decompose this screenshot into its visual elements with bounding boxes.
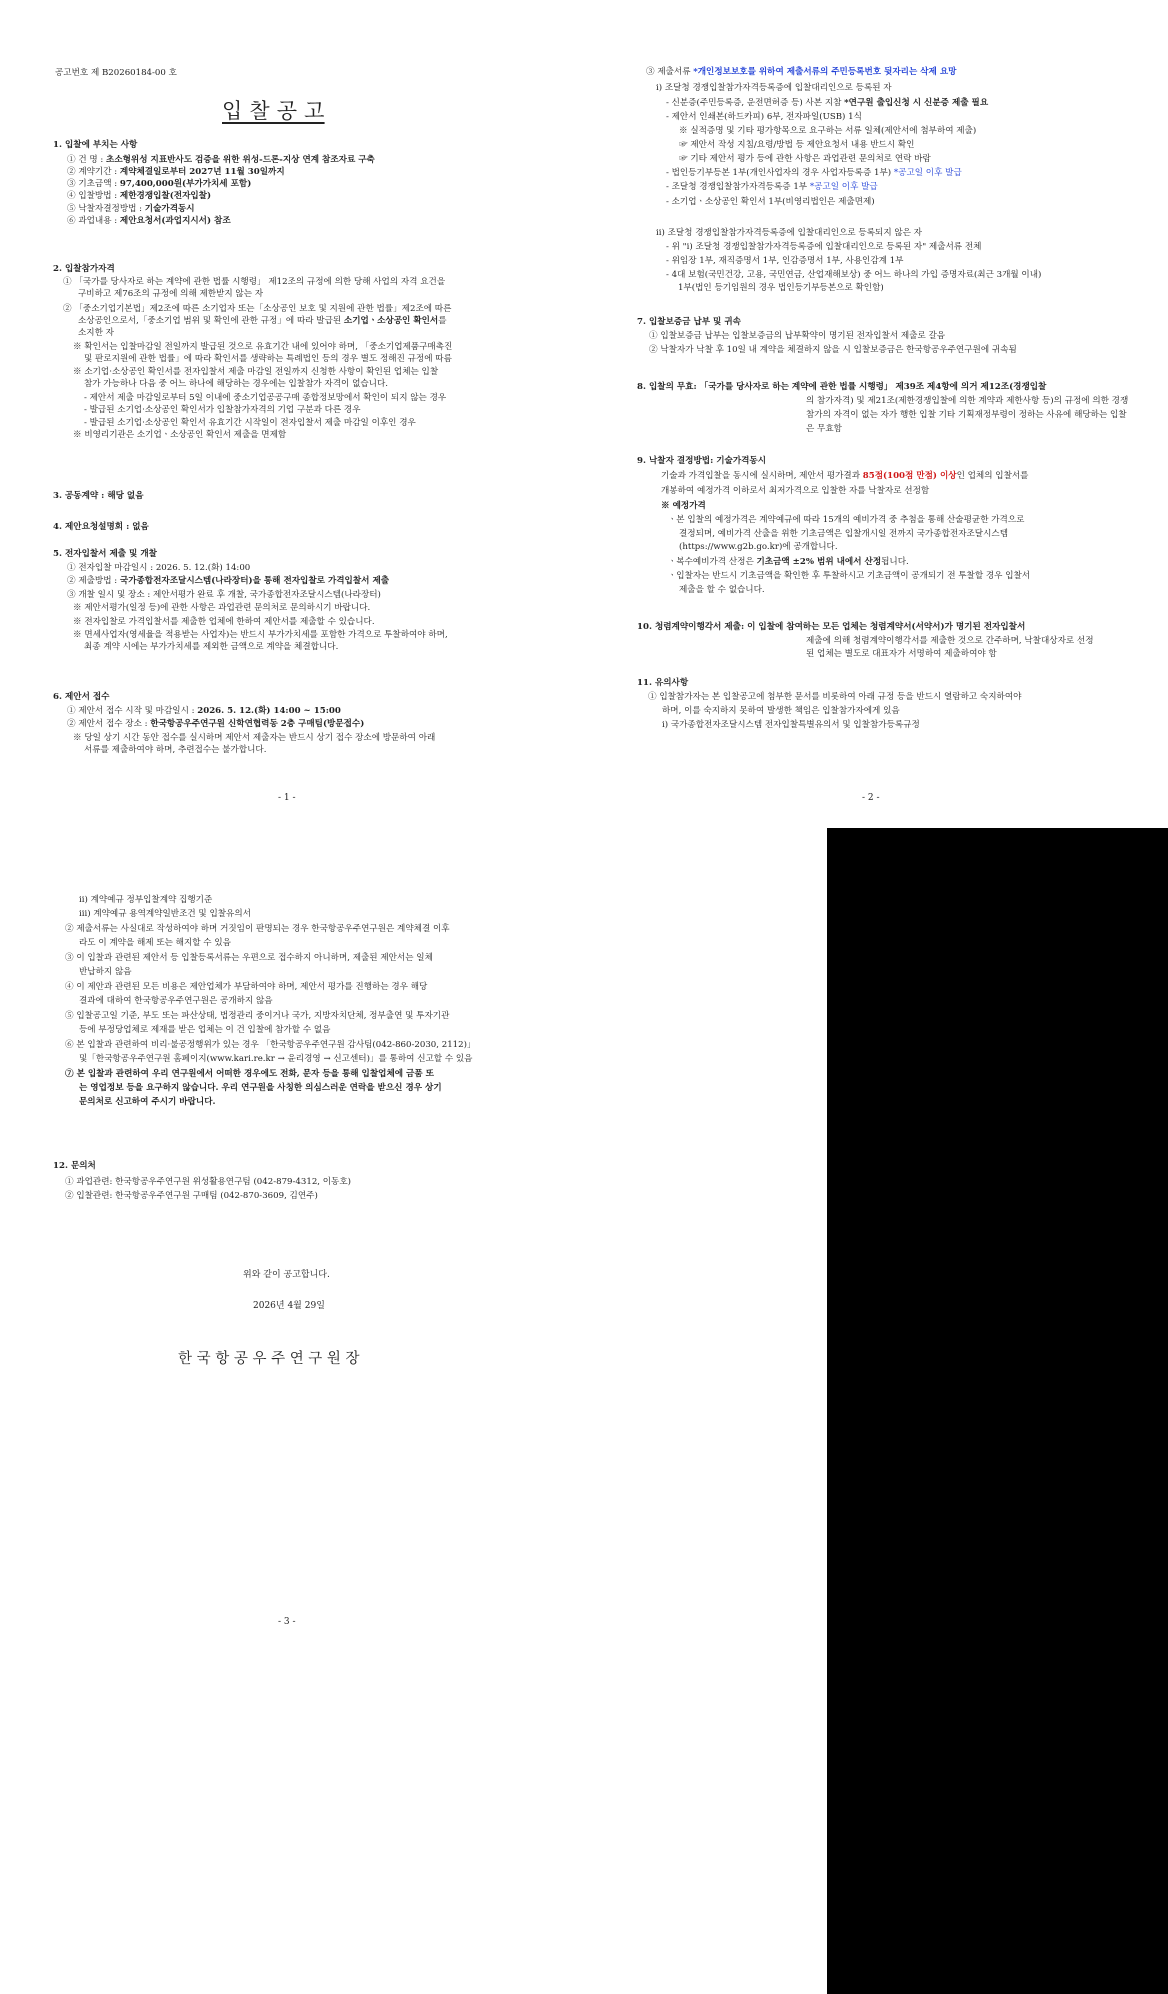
line-text: ② 낙찰자가 낙찰 후 10일 내 계약을 체결하지 않을 시 입찰보증금은 한국항공우주연구원에 귀속됨 (649, 345, 1017, 355)
text-line-6 (679, 140, 914, 151)
text-line-3 (67, 167, 285, 178)
text-line-8 (79, 996, 273, 1007)
line-text: ③ 기초금액 : (67, 179, 120, 189)
line-text: 참가 가능하나 다음 중 어느 하나에 해당하는 경우에는 입찰참가 자격이 없습니다. (84, 379, 389, 389)
line-text: 결정되며, 예비가격 산출을 위한 기초금액은 입찰개시일 전까지 국가종합전자조달시스템 (679, 529, 1009, 539)
line-text: 3. 공동계약 : 해당 없음 (53, 491, 144, 501)
line-text: ※ 예정가격 (661, 501, 706, 511)
text-line-13 (666, 256, 903, 267)
text-line-15 (678, 283, 884, 294)
page-number: - 1 - (278, 793, 296, 803)
text-line-1 (79, 895, 212, 906)
section-heading (53, 264, 115, 275)
text-line-31 (668, 571, 1030, 582)
line-text: - 소기업ㆍ소상공인 확인서 1부(비영리법인은 제출면제) (666, 197, 875, 207)
text-line-11 (63, 304, 451, 315)
line-text: 된 업체는 별도로 대표자가 서명하여 제출하여야 함 (806, 649, 997, 659)
text-line-6 (67, 204, 195, 215)
section-heading (637, 317, 741, 328)
section-heading (661, 501, 706, 512)
line-text: 문의처로 신고하여 주시기 바랍니다. (79, 1097, 216, 1107)
emphasized-text: *공고일 이후 발급 (809, 182, 878, 192)
text-line-12 (79, 1054, 472, 1065)
line-text: ③ 이 입찰과 관련된 제안서 등 입찰등록서류는 우편으로 접수하지 아니하며, 제출된 제안서는 일체 (65, 953, 433, 963)
line-text: ⅱ) 조달청 경쟁입찰참가자격등록증에 입찰대리인으로 등록되지 않은 자 (656, 228, 922, 238)
section-heading (53, 1161, 96, 1172)
line-text: ② 제출서류는 사실대로 작성하여야 하며 거짓임이 판명되는 경우 한국항공우주연구원은 계약체결 이후 (65, 924, 450, 934)
text-line-25 (67, 563, 250, 574)
line-text: 2. 입찰참가자격 (53, 264, 115, 274)
text-line-34 (806, 636, 1094, 647)
page-number: - 2 - (862, 793, 880, 803)
line-text: - 법인등기부등본 1부(개인사업자의 경우 사업자등록증 1부) (666, 168, 894, 178)
section-heading (65, 1069, 434, 1080)
document-page-3 (0, 828, 584, 1994)
text-line-24 (661, 471, 1028, 482)
text-line-34 (67, 719, 364, 730)
section-heading (637, 456, 766, 467)
section-heading (53, 549, 157, 560)
emphasized-text: 한국항공우주연구원 신학연협력동 2층 구매팀(방문접수) (150, 719, 365, 729)
text-line-17 (84, 379, 388, 390)
line-text: ⑥ 본 입찰과 관련하여 비리·불공정행위가 있는 경우 「한국항공우주연구원 감사팀(042-860-2030, 2112)」 (65, 1040, 476, 1050)
line-text: ⑥ 과업내용 : (67, 216, 120, 226)
line-text: ㆍ복수예비가격 산정은 (668, 557, 757, 567)
text-line-37 (648, 692, 1021, 703)
text-line-3 (666, 98, 988, 109)
emphasized-text: 85점(100점 만점) 이상 (862, 471, 957, 481)
document-page-1 (0, 0, 584, 828)
line-text: 하며, 이를 숙지하지 못하여 발생한 책임은 입찰참가자에게 있음 (662, 706, 900, 716)
notice-number: 공고번호 제 B20260184-00 호 (55, 68, 177, 78)
line-text: 및「한국항공우주연구원 홈페이지(www.kari.re.kr → 윤리경영 → 신고센터)」를 통하여 신고할 수 있음 (79, 1054, 473, 1064)
line-text: ⑤ 낙찰자결정방법 : (67, 204, 145, 214)
line-text: ① 입찰보증금 납부는 입찰보증금의 납부확약이 명기된 전자입찰서 제출로 갈음 (649, 331, 946, 341)
line-text: 서류를 제출하여야 하며, 추련접수는 불가합니다. (84, 745, 267, 755)
line-text: 1부(법인 등기임원의 경우 법인등기부등본으로 확인함) (678, 283, 884, 293)
line-text: ① 「국가를 당사자로 하는 계약에 관한 법률 시행령」 제12조의 규정에 의한 당해 사업의 자격 요건을 (63, 277, 446, 287)
line-text: 는 영업정보 등을 요구하지 않습니다. 우리 연구원을 사칭한 의심스러운 연락을 받으신 경우 상기 (79, 1083, 442, 1093)
text-line-7 (65, 982, 427, 993)
line-text: 은 무효함 (806, 424, 842, 434)
text-line-21 (73, 430, 286, 441)
line-text: ㆍ본 입찰의 예정가격은 계약예규에 따라 15개의 예비가격 중 추첨을 통해 산술평균한 가격으로 (668, 515, 1025, 525)
text-line-27 (67, 590, 381, 601)
text-line-17 (649, 331, 945, 342)
line-text: ⅰ) 국가종합전자조달시스템 전자입찰특별유의서 및 입찰참가등록규정 (662, 720, 920, 730)
text-line-11 (65, 1040, 476, 1051)
text-line-26 (67, 576, 389, 587)
text-line-28 (679, 529, 1008, 540)
line-text: ② 제안서 접수 장소 : (67, 719, 151, 729)
text-line-12 (666, 242, 981, 253)
line-text: - 제안서 인쇄본(하드카피) 6부, 전자파일(USB) 1식 (666, 112, 862, 122)
emphasized-text: 제안요청서(과업지시서) 참조 (119, 216, 231, 226)
text-line-4 (666, 112, 862, 123)
text-line-16 (73, 367, 438, 378)
line-text: 1. 입찰에 부치는 사항 (53, 140, 138, 150)
emphasized-text: *개인정보보호를 위하여 제출서류의 주민등록번호 뒷자리는 삭제 요망 (693, 67, 957, 77)
line-text: ① 전자입찰 마감일시 : 2026. 5. 12.(화) 14:00 (67, 563, 251, 573)
emphasized-text: 「국가를 당사자로 하는 계약에 관한 법률 시행령」 제39조 제4항에 의거 제12조(경쟁입찰 (699, 382, 1047, 392)
text-line-38 (662, 706, 900, 717)
page-number: - 3 - (278, 1617, 296, 1627)
line-text: 11. 유의사항 (637, 678, 689, 688)
text-line-10 (79, 1025, 330, 1036)
text-line-18 (65, 1191, 318, 1202)
line-text: 소상공인으로서,「중소기업 범위 및 확인에 관한 규정」에 따라 발급된 (78, 316, 344, 326)
text-line-9 (65, 1011, 449, 1022)
emphasized-text: 이 입찰에 참여하는 모든 업체는 청렴계약서(서약서)가 명기된 전자입찰서 (747, 622, 1026, 632)
text-line-19 (84, 405, 361, 416)
text-line-30 (73, 630, 448, 641)
line-text: ※ 전자입찰로 가격입찰서를 제출한 업체에 한하여 제안서를 제출할 수 있습니다. (73, 617, 375, 627)
line-text: 개봉하여 예정가격 이하로서 최저가격으로 입찰한 자를 낙찰자로 선정함 (661, 486, 930, 496)
line-text: 소지한 자 (78, 328, 114, 338)
emphasized-text: *공고일 이후 발급 (893, 168, 962, 178)
line-text: 제출에 의해 청렴계약이행각서를 제출한 것으로 간주하며, 낙찰대상자로 선정 (806, 636, 1094, 646)
text-line-8 (666, 168, 962, 179)
text-line-4 (79, 938, 231, 949)
section-heading (637, 622, 1025, 633)
line-text: 제출을 할 수 없습니다. (679, 585, 765, 595)
text-line-29 (679, 542, 838, 553)
text-line-14 (73, 342, 452, 353)
line-text: ③ 제출서류 (646, 67, 694, 77)
section-heading (637, 382, 1046, 393)
text-line-5 (65, 953, 433, 964)
text-line-10 (78, 289, 263, 300)
line-text: ④ 이 제안과 관련된 모든 비용은 제안업체가 부담하여야 하며, 제안서 평가를 진행하는 경우 해당 (65, 982, 428, 992)
line-text: ② 계약기간 : (67, 167, 120, 177)
line-text: ☞ 제안서 작성 지침/요령/방법 등 제안요청서 내용 반드시 확인 (679, 140, 915, 150)
line-text: ⅱ) 계약예규 정부입찰계약 집행기준 (79, 895, 213, 905)
line-text: ④ 입찰방법 : (67, 191, 120, 201)
line-text: ⅲ) 계약예규 용역계약일반조건 및 입찰유의서 (79, 909, 251, 919)
line-text: ① 입찰참가자는 본 입찰공고에 첨부한 문서를 비롯하여 아래 규정 등을 반드시 열람하고 숙지하여야 (648, 692, 1022, 702)
line-text: 10. 청렴계약이행각서 제출: (637, 622, 748, 632)
line-text: ② 제출방법 : (67, 576, 120, 586)
line-text-end: 됩니다. (881, 557, 909, 567)
line-text: - 4대 보험(국민건강, 고용, 국민연금, 산업재해보상) 중 어느 하나의 가입 증명자료(최근 3개월 이내) (666, 270, 1042, 280)
text-line-35 (806, 649, 997, 660)
line-text: 구비하고 제76조의 규정에 의해 제한받지 않는 자 (78, 289, 264, 299)
emphasized-text: 2026. 5. 12.(화) 14:00 ~ 15:00 (197, 706, 341, 716)
emphasized-text: 계약체결일로부터 2027년 11월 30일까지 (119, 167, 285, 177)
line-text: 5. 전자입찰서 제출 및 개찰 (53, 549, 157, 559)
line-text: - 조달청 경쟁입찰참가자격등록증 1부 (666, 182, 810, 192)
line-text: 7. 입찰보증금 납부 및 귀속 (637, 317, 741, 327)
text-line-28 (73, 603, 370, 614)
line-text: - 제안서 제출 마감일로부터 5일 이내에 중소기업공공구매 종합정보망에서 확인이 되지 않는 경우 (84, 393, 447, 403)
line-text: ※ 당일 상기 시간 동안 접수를 실시하며 제안서 제출자는 반드시 상기 접수 장소에 방문하여 아래 (73, 733, 436, 743)
line-text: ※ 면세사업자(영세율을 적용받는 사업자)는 반드시 부가가치세를 포함한 가격으로 투찰하여야 하며, (73, 630, 448, 640)
text-line-2 (67, 155, 375, 166)
section-heading (53, 522, 149, 533)
text-line-35 (73, 733, 435, 744)
line-text: - 신분증(주민등록증, 운전면허증 등) 사본 지참 (666, 98, 845, 108)
document-page-2 (584, 0, 1168, 828)
line-text: ① 건 명 : (67, 155, 107, 165)
section-heading (53, 692, 109, 703)
text-line-20 (806, 396, 1128, 407)
text-line-21 (806, 410, 1127, 421)
line-text: ⑤ 입찰공고일 기준, 부도 또는 파산상태, 법정관리 중이거나 국가, 지방자치단체, 정부출연 및 투자기관 (65, 1011, 450, 1021)
line-text: ※ 비영리기관은 소기업ㆍ소상공인 확인서 제출을 면제함 (73, 430, 287, 440)
text-line-9 (63, 277, 445, 288)
line-text: ② 「중소기업기본법」제2조에 따른 소기업자 또는「소상공인 보호 및 지원에 관한 법률」제2조에 따른 (63, 304, 452, 314)
text-line-33 (67, 706, 341, 717)
line-text: 9. 낙찰자 결정방법: 기술가격동시 (637, 456, 767, 466)
text-line-4 (67, 179, 251, 190)
text-line-15 (84, 354, 452, 365)
text-line-5 (67, 191, 211, 202)
line-text-end: 를 (438, 316, 447, 326)
text-line-7 (67, 216, 231, 227)
text-line-5 (679, 126, 976, 137)
document-title: 입 찰 공 고 (222, 99, 325, 123)
section-heading (79, 1083, 442, 1094)
line-text-end: 인 업체의 입찰서를 (956, 471, 1029, 481)
line-text: ☞ 기타 제안서 평가 등에 관한 사항은 과업관련 문의처로 연락 바람 (679, 154, 931, 164)
text-line-6 (79, 967, 132, 978)
text-line-2 (79, 909, 251, 920)
line-text: ② 입찰관련: 한국항공우주연구원 구매팀 (042-870-3609, 김연주) (65, 1191, 318, 1201)
text-line-36 (84, 745, 266, 756)
text-line-30 (668, 557, 909, 568)
emphasized-text: 소기업ㆍ소상공인 확인서 (343, 316, 439, 326)
text-line-20 (84, 418, 416, 429)
line-text: 라도 이 계약을 해제 또는 해지할 수 있음 (79, 938, 231, 948)
line-text: 8. 입찰의 무효: (637, 382, 700, 392)
line-text: 최종 계약 시에는 부가가치세를 제외한 금액으로 계약을 체결합니다. (84, 642, 339, 652)
text-line-25 (661, 486, 929, 497)
blank-area (827, 828, 1168, 1994)
emphasized-text: 초소형위성 지표반사도 검증을 위한 위성-드론-지상 연계 참조자료 구축 (106, 155, 375, 165)
line-text: ※ 소기업·소상공인 확인서를 전자입찰서 제출 마감일 전일까지 신청한 사항이 확인된 업체는 입찰 (73, 367, 439, 377)
line-text: ※ 실적증명 및 기타 평가항목으로 요구하는 서류 일체(제안서에 첨부하여 제출) (679, 126, 977, 136)
text-line-1 (646, 67, 956, 78)
organization-name: 한 국 항 공 우 주 연 구 원 장 (178, 1351, 360, 1367)
text-line-27 (668, 515, 1024, 526)
section-heading (79, 1097, 216, 1108)
line-text: (https://www.g2b.go.kr)에 공개합니다. (679, 542, 838, 552)
section-heading (53, 140, 137, 151)
line-text: 12. 문의처 (53, 1161, 96, 1171)
line-text: - 발급된 소기업·소상공인 확인서 유효기간 시작일이 전자입찰서 제출 마감일 이후인 경우 (84, 418, 416, 428)
text-line-13 (78, 328, 114, 339)
section-heading (53, 491, 144, 502)
text-line-18 (84, 393, 446, 404)
line-text: 참가의 자격이 없는 자가 행한 입찰 기타 기획재정부령이 정하는 사유에 해당하는 입찰 (806, 410, 1127, 420)
text-line-14 (666, 270, 1041, 281)
emphasized-text: 97,400,000원(부가가치세 포함) (119, 179, 252, 189)
text-line-39 (662, 720, 920, 731)
line-text: ⑦ 본 입찰과 관련하여 우리 연구원에서 어떠한 경우에도 전화, 문자 등을 통해 입찰업체에 금품 또 (65, 1069, 434, 1079)
text-line-9 (666, 182, 878, 193)
line-text: ⅰ) 조달청 경쟁입찰참가자격등록증에 입찰대리인으로 등록된 자 (656, 83, 892, 93)
line-text: - 발급된 소기업·소상공인 확인서가 입찰참가자격의 기업 구분과 다른 경우 (84, 405, 361, 415)
line-text: 의 참가자격) 및 제21조(제한경쟁입찰에 의한 계약과 제한사항 등)의 규정에 의한 경쟁 (806, 396, 1129, 406)
emphasized-text: 기초금액 ±2% 범위 내에서 산정 (756, 557, 882, 567)
line-text: ① 과업관련: 한국항공우주연구원 위성활용연구팀 (042-879-4312, 이동호) (65, 1177, 352, 1187)
text-line-32 (679, 585, 765, 596)
text-line-29 (73, 617, 375, 628)
text-line-17 (65, 1177, 351, 1188)
line-text: 4. 제안요청설명회 : 없음 (53, 522, 149, 532)
text-line-31 (84, 642, 338, 653)
text-line-11 (656, 228, 922, 239)
text-line-22 (806, 424, 842, 435)
line-text: 등에 부정당업체로 제재를 받은 업체는 이 건 입찰에 참가할 수 없음 (79, 1025, 331, 1035)
line-text: ① 제안서 접수 시작 및 마감일시 : (67, 706, 198, 716)
line-text: ③ 개찰 일시 및 장소 : 제안서평가 완료 후 개찰, 국가종합전자조달시스템(나라장터) (67, 590, 381, 600)
text-line-2 (656, 83, 892, 94)
line-text: 및 판로지원에 관한 법률」에 따라 확인서를 생략하는 특례법인 등의 경우 별도 정해진 규정에 따름 (84, 354, 452, 364)
closing-statement: 위와 같이 공고합니다. (243, 1270, 330, 1280)
line-text: ※ 제안서평가(일정 등)에 관한 사항은 과업관련 문의처로 문의하시기 바랍니다. (73, 603, 371, 613)
line-text: - 위 "ⅰ) 조달청 경쟁입찰참가자격등록증에 입찰대리인으로 등록된 자" 제출서류 전체 (666, 242, 982, 252)
emphasized-text: *연구원 출입신청 시 신분증 제출 필요 (844, 98, 989, 108)
text-line-10 (666, 197, 875, 208)
text-line-3 (65, 924, 450, 935)
line-text: 기술과 가격입찰을 동시에 실시하며, 제안서 평가결과 (661, 471, 863, 481)
line-text: 결과에 대하여 한국항공우주연구원은 공개하지 않음 (79, 996, 273, 1006)
line-text: 반납하지 않음 (79, 967, 132, 977)
emphasized-text: 국가종합전자조달시스템(나라장터)을 통해 전자입찰로 가격입찰서 제출 (119, 576, 390, 586)
emphasized-text: 제한경쟁입찰(전자입찰) (119, 191, 212, 201)
emphasized-text: 기술가격동시 (144, 204, 195, 214)
line-text: ㆍ입찰자는 반드시 기초금액을 확인한 후 투찰하시고 기초금액이 공개되기 전 투찰할 경우 입찰서 (668, 571, 1031, 581)
section-heading (637, 678, 688, 689)
text-line-18 (649, 345, 1017, 356)
announcement-date: 2026년 4월 29일 (253, 1301, 325, 1311)
line-text: 6. 제안서 접수 (53, 692, 110, 702)
line-text: - 위임장 1부, 재직증명서 1부, 인감증명서 1부, 사용인감계 1부 (666, 256, 904, 266)
line-text: ※ 확인서는 입찰마감일 전일까지 발급된 것으로 유효기간 내에 있어야 하며, 「중소기업제품구매촉진 (73, 342, 453, 352)
text-line-12 (78, 316, 447, 327)
text-line-7 (679, 154, 931, 165)
